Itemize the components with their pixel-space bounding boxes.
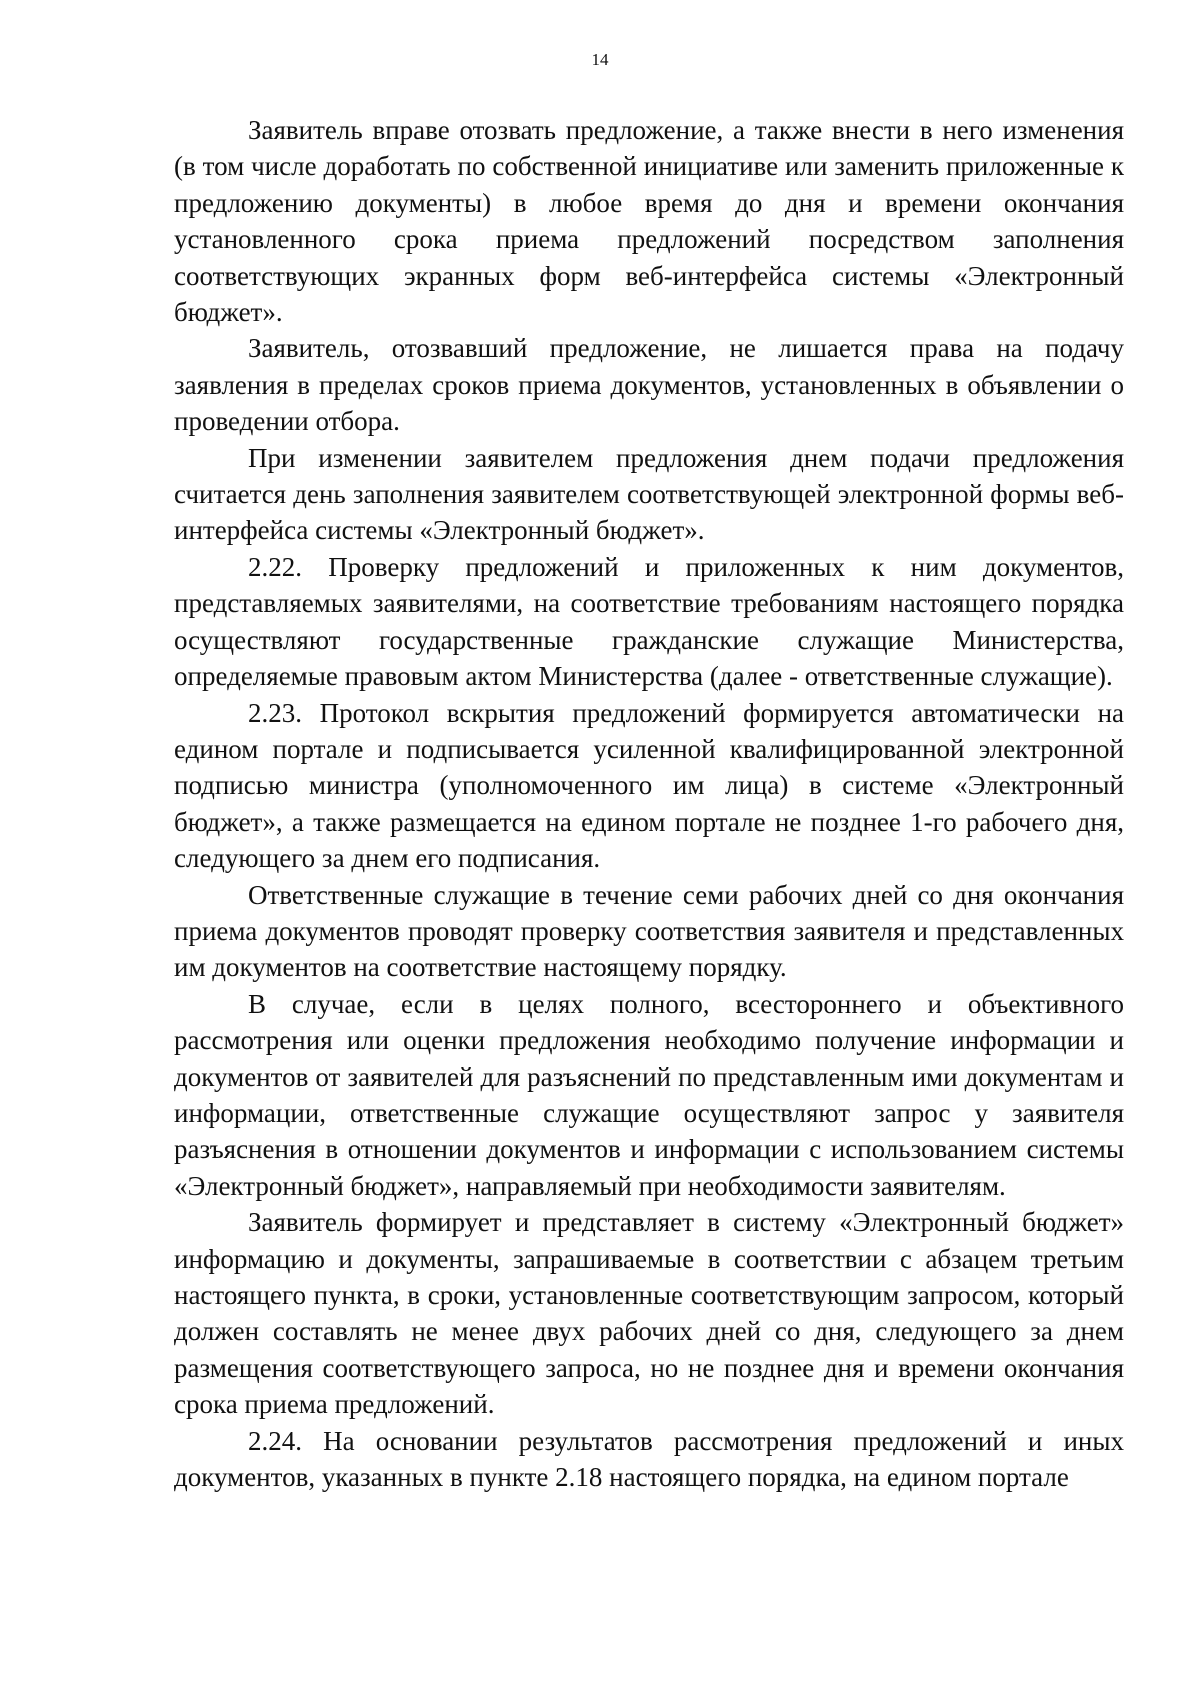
paragraph-clause-2-22: 2.22. Проверку предложений и приложенных к ним документов, представляемых заявителями, на соответствие требованиям настоящего порядка осуществляют государственные гражданские служащие Министерства, определяемые правовым актом Министерства (далее - ответственные служащие). [174,551,1124,692]
paragraph-submission-date: При изменении заявителем предложения днем подачи предложения считается день заполнения заявителем соответствующей электронной формы веб-интерфейса системы «Электронный бюджет». [174,442,1124,546]
paragraph-withdraw-proposal: Заявитель вправе отозвать предложение, а также внести в него изменения (в том числе доработать по собственной инициативе или заменить приложенные к предложению документы) в любое время до дня и времени окончания установленного срока приема предложений посредством заполнения соответствующих экранных форм веб-интерфейса системы «Электронный бюджет». [174,115,1124,328]
paragraph-withdrawn-applicant-rights: Заявитель, отозвавший предложение, не лишается права на подачу заявления в пределах сроков приема документов, установленных в объявлении о проведении отбора. [174,333,1124,437]
document-body [174,112,1124,1495]
paragraph-clause-2-24: 2.24. На основании результатов рассмотрения предложений и иных документов, указанных в пункте 2.18 настоящего порядка, на едином портале [174,1425,1124,1493]
paragraph-clarification-request: В случае, если в целях полного, всестороннего и объективного рассмотрения или оценки предложения необходимо получение информации и документов от заявителей для разъяснений по представленным ими документам и информации, ответственные служащие осуществляют запрос у заявителя разъяснения в отношении документов и информации с использованием системы «Электронный бюджет», направляемый при необходимости заявителям. [174,988,1124,1201]
page-number: 14 [591,50,609,69]
paragraph-clause-2-23: 2.23. Протокол вскрытия предложений формируется автоматически на едином портале и подписывается усиленной квалифицированной электронной подписью министра (уполномоченного им лица) в системе «Электронный бюджет», а также размещается на едином портале не позднее 1-го рабочего дня, следующего за днем его подписания. [174,697,1124,874]
paragraph-applicant-response: Заявитель формирует и представляет в систему «Электронный бюджет» информацию и документы, запрашиваемые в соответствии с абзацем третьим настоящего пункта, в сроки, установленные соответствующим запросом, который должен составлять не менее двух рабочих дней со дня, следующего за днем размещения соответствующего запроса, но не позднее дня и времени окончания срока приема предложений. [174,1207,1124,1420]
paragraph-review-period: Ответственные служащие в течение семи рабочих дней со дня окончания приема документов проводят проверку соответствия заявителя и представленных им документов на соответствие настоящему порядку. [174,879,1124,983]
